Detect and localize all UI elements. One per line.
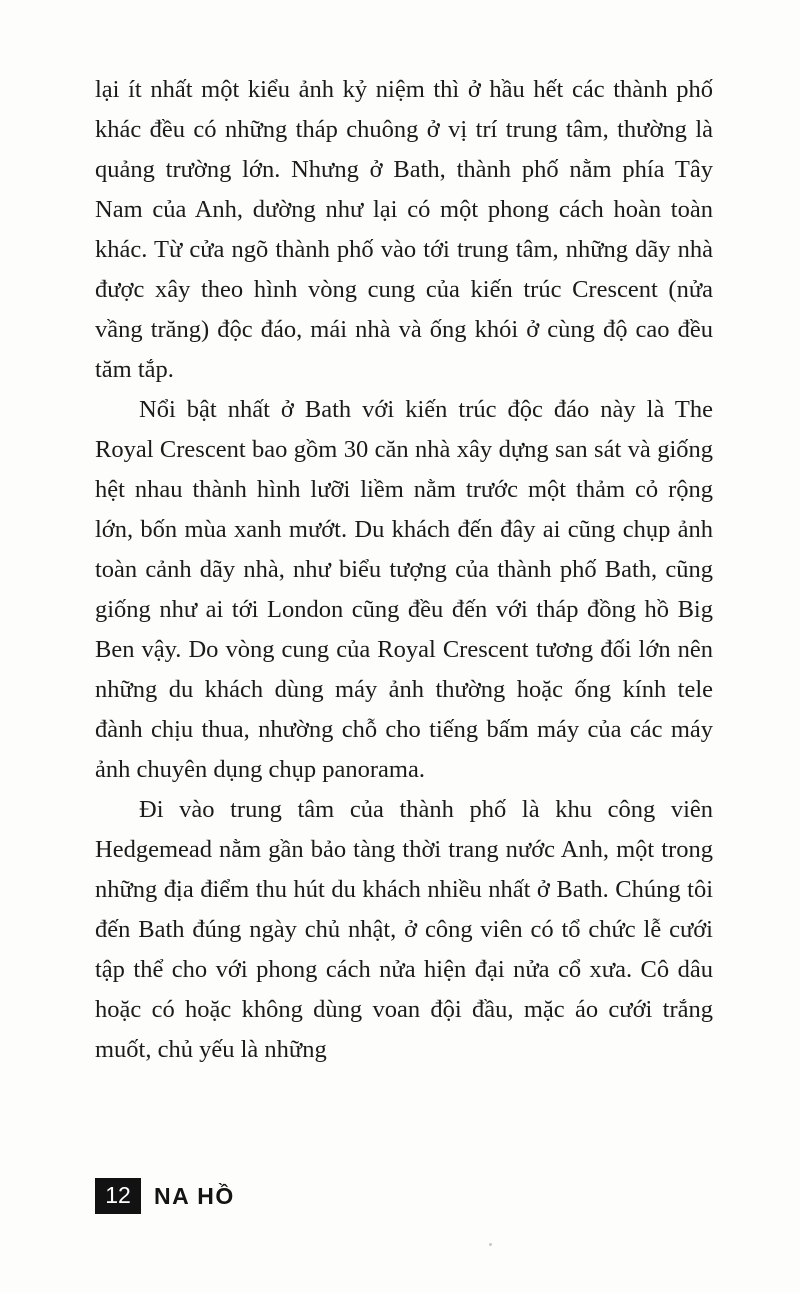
- author-name: NA HỒ: [154, 1182, 235, 1209]
- body-text: [95, 70, 713, 1070]
- page-number: 12: [95, 1178, 141, 1214]
- paragraph: Nổi bật nhất ở Bath với kiến trúc độc đáo này là The Royal Crescent bao gồm 30 căn nhà xây dựng san sát và giống hệt nhau thành hình lưỡi liềm nằm trước một thảm cỏ rộng lớn, bốn mùa xanh mướt. Du khách đến đây ai cũng chụp ảnh toàn cảnh dãy nhà, như biểu tượng của thành phố Bath, cũng giống như ai tới London cũng đều đến với tháp đồng hồ Big Ben vậy. Do vòng cung của Royal Crescent tương đối lớn nên những du khách dùng máy ảnh thường hoặc ống kính tele đành chịu thua, nhường chỗ cho tiếng bấm máy của các máy ảnh chuyên dụng chụp panorama.: [95, 396, 713, 783]
- paragraph-continuation: lại ít nhất một kiểu ảnh kỷ niệm thì ở hầu hết các thành phố khác đều có những tháp chuông ở vị trí trung tâm, thường là quảng trường lớn. Nhưng ở Bath, thành phố nằm phía Tây Nam của Anh, dường như lại có một phong cách hoàn toàn khác. Từ cửa ngõ thành phố vào tới trung tâm, những dãy nhà được xây theo hình vòng cung của kiến trúc Crescent (nửa vầng trăng) độc đáo, mái nhà và ống khói ở cùng độ cao đều tăm tắp.: [95, 76, 713, 383]
- page-footer: [95, 1178, 235, 1214]
- scan-artifact-dot: [489, 1243, 492, 1246]
- paragraph: Đi vào trung tâm của thành phố là khu công viên Hedgemead nằm gần bảo tàng thời trang nước Anh, một trong những địa điểm thu hút du khách nhiều nhất ở Bath. Chúng tôi đến Bath đúng ngày chủ nhật, ở công viên có tổ chức lễ cưới tập thể cho với phong cách nửa hiện đại nửa cổ xưa. Cô dâu hoặc có hoặc không dùng voan đội đầu, mặc áo cưới trắng muốt, chủ yếu là những: [95, 796, 713, 1063]
